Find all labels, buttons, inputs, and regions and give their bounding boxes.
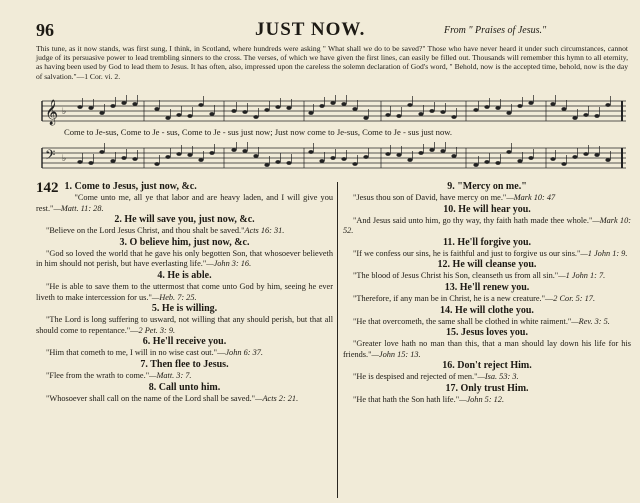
verse-heading: 2. He will save you, just now, &c. (114, 214, 255, 226)
verse-heading: 12. He will cleanse you. (437, 259, 537, 271)
verse-scripture (343, 193, 631, 204)
page-title: JUST NOW. (255, 19, 366, 40)
verse-scripture (36, 371, 333, 382)
note-head (429, 148, 434, 152)
verse-scripture (36, 282, 333, 303)
scripture-reference: —Rev. 3: 5. (571, 316, 610, 326)
verses-left-column (36, 181, 333, 404)
note-head (275, 160, 280, 164)
note-head (484, 105, 489, 109)
note-head (187, 114, 192, 118)
note-head (550, 102, 555, 106)
verse-scripture (36, 315, 333, 336)
note-head (77, 160, 82, 164)
music-staff-bass (36, 142, 628, 180)
note-head (418, 112, 423, 116)
scripture-reference: —Mark 10: 47 (506, 193, 556, 202)
note-head (308, 150, 313, 154)
note-head (550, 157, 555, 161)
note-head (418, 151, 423, 155)
scripture-text: "He is able to save them to the uttermost that come unto God by him, seeing he ever liveth to make intercession for us." (36, 281, 333, 302)
verse-heading: 8. Call unto him. (148, 381, 221, 393)
scripture-reference: 2 Cor. 5: 17. (553, 293, 596, 303)
scripture-reference: —Isa. 53: 3. (477, 372, 519, 382)
scripture-reference: —Heb. 7: 25. (151, 292, 197, 302)
note-head (209, 151, 214, 155)
scripture-reference: John 6: 37. (225, 348, 263, 358)
verse-heading: 5. He is willing. (151, 303, 218, 315)
note-head (407, 103, 412, 107)
scripture-reference: —1 John 1: 7. (558, 271, 606, 281)
note-head (385, 152, 390, 156)
note-head (231, 109, 236, 113)
note-head (275, 105, 280, 109)
verse-scripture (343, 339, 631, 360)
verse-scripture (36, 249, 333, 270)
note-head (154, 162, 159, 166)
note-head (572, 116, 577, 120)
verse-scripture (343, 395, 631, 406)
scripture-text: "Greater love hath no man than this, that a man should lay down his life for his friends." (343, 339, 631, 359)
scripture-text: "Therefore, if any man be in Christ, he is a new creature."— (353, 293, 554, 303)
note-head (352, 162, 357, 166)
note-head (572, 155, 577, 159)
hymn-number: 142 (36, 180, 59, 196)
note-head (253, 115, 258, 119)
page-number: 96 (36, 20, 54, 40)
note-head (341, 102, 346, 106)
verse-heading: 3. O believe him, just now, &c. (119, 236, 250, 248)
note-head (451, 115, 456, 119)
note-head (77, 105, 82, 109)
note-head (88, 106, 93, 110)
scripture-reference: —Matt. 3: 7. (149, 370, 192, 380)
note-head (341, 157, 346, 161)
note-head (594, 114, 599, 118)
note-head (231, 148, 236, 152)
scripture-reference: —John 3: 16. (206, 259, 252, 269)
verse-heading: 17. Only trust Him. (445, 382, 529, 394)
note-head (110, 104, 115, 108)
scripture-reference: —John 15: 13. (371, 349, 421, 359)
verse-heading: 13. He'll renew you. (444, 281, 530, 293)
scripture-text: "And Jesus said unto him, go thy way, thy faith hath made thee whole." (353, 215, 593, 225)
column-divider (337, 182, 338, 498)
note-head (528, 101, 533, 105)
note-head (198, 103, 203, 107)
scripture-reference: —1 John 1: 9. (580, 248, 628, 258)
scripture-text: "Believe on the Lord Jesus Christ, and thou shalt be saved." (46, 226, 245, 236)
svg-text:𝄞: 𝄞 (45, 100, 59, 125)
note-head (495, 106, 500, 110)
scripture-text: "He that overcometh, the same shall be clothed in white raiment." (353, 316, 572, 326)
scripture-reference: —John 5: 12. (459, 394, 505, 404)
svg-text:𝄢: 𝄢 (45, 147, 56, 166)
note-head (165, 155, 170, 159)
scripture-reference: —Mark 10: 52. (343, 215, 631, 236)
note-head (506, 111, 511, 115)
verse-scripture (36, 394, 333, 405)
verse-heading: 9. "Mercy on me." (447, 181, 527, 192)
note-head (407, 158, 412, 162)
scripture-text: "He that hath the Son hath life." (353, 394, 460, 404)
note-head (264, 163, 269, 167)
note-head (429, 109, 434, 113)
scripture-text: "The blood of Jesus Christ his Son, cleanseth us from all sin." (353, 271, 559, 281)
note-head (319, 104, 324, 108)
note-head (605, 158, 610, 162)
note-head (286, 161, 291, 165)
note-head (363, 116, 368, 120)
svg-text:♭: ♭ (62, 154, 67, 164)
scripture-text: "He is despised and rejected of men." (353, 372, 478, 382)
scripture-text: "The Lord is long suffering to usward, not willing that any should perish, but that all should come to repentance."— (36, 315, 333, 335)
note-head (396, 114, 401, 118)
note-head (484, 160, 489, 164)
note-head (561, 162, 566, 166)
verse-scripture (343, 294, 631, 305)
svg-text:♭: ♭ (62, 107, 67, 117)
note-head (352, 107, 357, 111)
verse-heading: 1. Come to Jesus, just now, &c. (64, 181, 197, 192)
note-head (517, 159, 522, 163)
note-head (517, 104, 522, 108)
note-head (440, 149, 445, 153)
note-head (583, 152, 588, 156)
scripture-reference: 2 Pet. 3: 9. (138, 325, 176, 335)
note-head (110, 159, 115, 163)
note-head (99, 150, 104, 154)
note-head (286, 106, 291, 110)
verse-heading: 14. He will clothe you. (440, 304, 534, 316)
scripture-text: "Flee from the wrath to come." (46, 370, 150, 380)
verse-heading: 16. Don't reject Him. (442, 360, 532, 372)
note-head (198, 158, 203, 162)
note-head (330, 101, 335, 105)
scripture-reference: —Acts 2: 21. (255, 393, 299, 403)
note-head (264, 108, 269, 112)
note-head (121, 156, 126, 160)
note-head (308, 111, 313, 115)
verse-scripture (343, 249, 631, 260)
note-head (319, 159, 324, 163)
scripture-text: "If we confess our sins, he is faithful and just to forgive us our sins." (353, 248, 581, 258)
note-head (594, 153, 599, 157)
note-head (132, 157, 137, 161)
scripture-reference: Acts 16: 31. (244, 226, 285, 236)
note-head (165, 116, 170, 120)
verse-scripture (36, 226, 333, 237)
note-head (209, 112, 214, 116)
note-head (605, 103, 610, 107)
scripture-reference: —Matt. 11: 28. (53, 203, 104, 213)
note-head (154, 107, 159, 111)
scripture-text: "Whosoever shall call on the name of the Lord shall be saved." (46, 393, 256, 403)
note-head (176, 113, 181, 117)
scripture-text: "Him that cometh to me, I will in no wise cast out."— (46, 348, 226, 358)
note-head (495, 161, 500, 165)
note-head (176, 152, 181, 156)
scripture-text: "Jesus thou son of David, have mercy on me." (353, 193, 507, 202)
note-head (528, 156, 533, 160)
verse-scripture (343, 216, 631, 237)
note-head (330, 156, 335, 160)
verse-scripture (343, 372, 631, 383)
intro-paragraph: This tune, as it now stands, was first sung, I think, in Scotland, where hundreds were asking " What shall we do to be saved?" Those who have never heard it under such circumstances, cannot judge of its persuasive power to lead trembling sinners to the cross. The verses, of which we have given the first lines, can easily be filled out. Thousands will remember this hymn to all eternity, as having been used by God to lead them to Jesus. It has often, also, impressed upon the careless the solemn declaration of God's word, " Behold, now is the accepted time, behold, now is the day of salvation."—1 Cor. vi. 2. (36, 44, 628, 81)
verse-scripture (36, 193, 333, 214)
note-head (363, 155, 368, 159)
note-head (242, 149, 247, 153)
note-head (583, 113, 588, 117)
note-head (385, 113, 390, 117)
scripture-text: "God so loved the world that he gave his only begotten Son, that whosoever believeth in him should not perish, but have everlasting life." (36, 248, 333, 269)
note-head (451, 154, 456, 158)
verse-heading: 11. He'll forgive you. (442, 236, 532, 248)
note-head (473, 108, 478, 112)
verse-scripture (36, 348, 333, 359)
verse-heading: 6. He'll receive you. (142, 336, 227, 348)
note-head (132, 102, 137, 106)
note-head (561, 107, 566, 111)
verse-heading: 10. He will hear you. (443, 203, 531, 215)
note-head (99, 111, 104, 115)
note-head (242, 110, 247, 114)
note-head (396, 153, 401, 157)
lyric-line: Come to Je-sus, Come to Je - sus, Come to Je - sus just now; Just now come to Je-sus, Come to Je - sus just now. (64, 127, 453, 137)
verse-heading: 7. Then flee to Jesus. (140, 358, 229, 370)
verse-scripture (343, 271, 631, 282)
note-head (506, 150, 511, 154)
verse-heading: 4. He is able. (157, 269, 212, 281)
note-head (253, 154, 258, 158)
source-note: From " Praises of Jesus." (444, 25, 547, 36)
scripture-text: "Come unto me, all ye that labor and are heavy laden, and I will give you rest." (36, 193, 333, 213)
verse-scripture (343, 317, 631, 328)
note-head (121, 101, 126, 105)
note-head (187, 153, 192, 157)
verse-heading: 15. Jesus loves you. (446, 327, 528, 339)
note-head (440, 110, 445, 114)
verses-right-column (343, 181, 631, 406)
note-head (473, 163, 478, 167)
note-head (88, 161, 93, 165)
